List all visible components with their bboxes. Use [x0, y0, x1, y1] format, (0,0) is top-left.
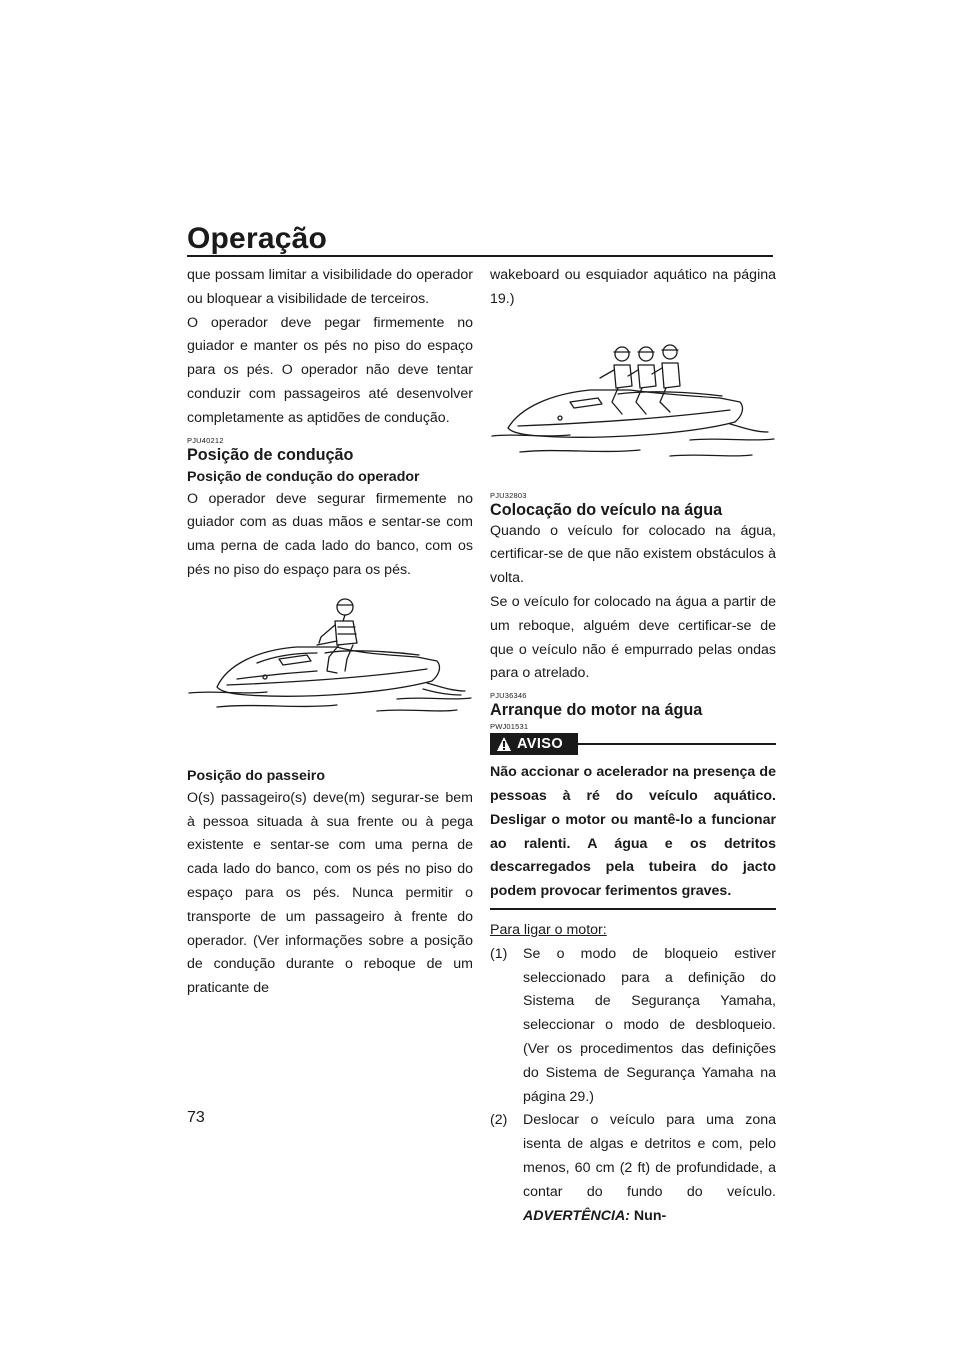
list-item — [490, 1109, 776, 1228]
page-title: Operação — [187, 222, 327, 255]
step-warning-label: ADVERTÊNCIA: — [523, 1207, 630, 1224]
warning-bottom-rule — [490, 908, 776, 910]
page-number: 73 — [187, 1109, 205, 1126]
list-item — [490, 943, 776, 1110]
left-column — [187, 264, 473, 1001]
paragraph-launch-obstacles: Quando o veículo for colocado na água, certificar-se de que não existem obstáculos à volta. — [490, 522, 776, 587]
start-engine-label: Para ligar o motor: — [490, 921, 607, 938]
title-rule — [187, 255, 773, 257]
watercraft-passengers-illustration — [490, 332, 776, 482]
step-warning-text: Nun- — [633, 1207, 667, 1224]
heading-riding-position: Posição de condução — [187, 445, 354, 464]
section-code: PJU36346 — [490, 691, 527, 701]
warning-triangle-icon — [496, 736, 512, 752]
step-number: (1) — [490, 945, 508, 962]
paragraph-continued: wakeboard ou esquiador aquático na página 19.) — [490, 267, 776, 307]
heading-launching: Colocação do veículo na água — [490, 500, 723, 519]
warning-text: Não accionar o acelerador na presença de pessoas à ré do veículo aquático. Desligar o motor ou mantê-lo a funcionar ao ralenti. A água e os detritos descarregados pela tubeira do jacto podem provocar ferimentos graves. — [490, 764, 776, 900]
right-column — [490, 264, 776, 1228]
subheading-passenger-position: Posição do passeiro — [187, 767, 325, 784]
subheading-operator-position: Posição de condução do operador — [187, 468, 420, 485]
paragraph-visibility: que possam limitar a visibilidade do operador ou bloquear a visibilidade de terceiros. — [187, 267, 473, 307]
warning-rule — [578, 743, 776, 745]
heading-starting-engine: Arranque do motor na água — [490, 701, 703, 720]
watercraft-operator-illustration — [187, 595, 473, 745]
warning-code: PWJ01531 — [490, 722, 529, 732]
section-code: PJU40212 — [187, 435, 224, 445]
paragraph-operator-grip: O operador deve pegar firmemente no guiador e manter os pés no piso do espaço para os pés. O operador não deve tentar conduzir com passageiros até desenvolver completamente as aptidões de condução. — [187, 314, 473, 426]
warning-badge — [490, 733, 578, 755]
paragraph-operator-position: O operador deve segurar firmemente no guiador com as duas mãos e sentar-se com uma perna de cada lado do banco, com os pés no piso do espaço para os pés. — [187, 490, 473, 578]
warning-label: AVISO — [517, 736, 564, 753]
section-code: PJU32803 — [490, 490, 527, 500]
paragraph-passenger-position: O(s) passageiro(s) deve(m) segurar-se bem à pessoa situada à sua frente ou à pega existente e sentar-se com uma perna de cada lado do banco, com os pés no piso do espaço para os pés. Nunca permitir o transporte de um passageiro à frente do operador. (Ver informações sobre a posição de condução durante o reboque de um praticante de — [187, 789, 473, 997]
step-text-container — [523, 1109, 776, 1228]
warning-header — [490, 733, 776, 757]
step-text: Se o modo de bloqueio estiver seleccionado para a definição do Sistema de Segurança Yamaha, seleccionar o modo de desbloqueio. (Ver os procedimentos das definições do Sistema de Segurança Yamaha na página 29.) — [523, 945, 776, 1105]
paragraph-launch-trailer: Se o veículo for colocado na água a partir de um reboque, alguém deve certificar-se de que o veículo não é empurrado pelas ondas para o atrelado. — [490, 593, 776, 682]
step-number: (2) — [490, 1112, 508, 1129]
step-text: Deslocar o veículo para uma zona isenta de algas e detritos e com, pelo menos, 60 cm (2 ft) de profundidade, a contar do fundo do veículo. — [523, 1112, 776, 1200]
